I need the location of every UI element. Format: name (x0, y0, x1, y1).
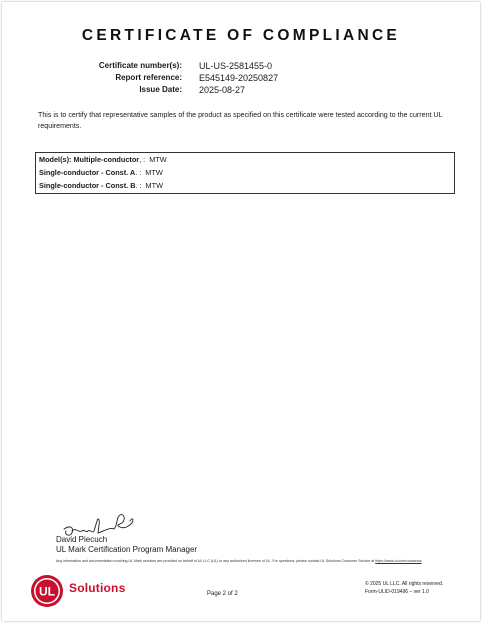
report-reference-value: E545149-20250827 (199, 73, 279, 83)
ul-logo-mark: UL (39, 584, 55, 599)
model-label: Single-conductor - Const. B (39, 181, 136, 190)
footer-legal (365, 581, 443, 596)
model-separator: : (139, 168, 142, 177)
report-reference-row (2, 72, 480, 84)
model-separator: : (139, 181, 142, 190)
model-suffix: , (139, 155, 142, 164)
model-value: MTW (145, 168, 163, 177)
page-number: Page 2 of 2 (207, 591, 238, 597)
signer-name: David Piecuch (56, 535, 108, 544)
model-value: MTW (149, 155, 167, 164)
model-suffix: . (135, 181, 138, 190)
model-suffix: . (135, 168, 138, 177)
copyright-text: © 2025 UL LLC. All rights reserved. (365, 581, 444, 587)
certificate-meta (2, 60, 480, 96)
model-value: MTW (145, 181, 163, 190)
certificate-number-label: Certificate number(s): (98, 61, 182, 70)
model-separator: : (143, 155, 146, 164)
models-table (35, 152, 455, 194)
certificate-title: CERTIFICATE OF COMPLIANCE (81, 27, 401, 44)
model-row (39, 168, 163, 178)
issue-date-value: 2025-08-27 (199, 85, 246, 95)
report-reference-label: Report reference: (115, 73, 182, 82)
certification-statement: This is to certify that representative samples of the product as specified on this certificate were tested according to the current UL requirements. (38, 111, 443, 130)
certificate-number-row (2, 60, 480, 72)
issue-date-row (2, 84, 480, 96)
certificate-page (2, 2, 480, 621)
model-row (39, 155, 167, 165)
disclaimer-text (56, 559, 454, 564)
disclaimer-body: Any information and documentation involving UL Mark services are provided on behalf of UL LLC (UL) or any authorized licensee of UL. For questions, please contact UL Solutions Customer Service at (56, 559, 375, 563)
certificate-number-value: UL-US-2581455-0 (199, 61, 273, 71)
signer-title: UL Mark Certification Program Manager (56, 545, 198, 554)
logo-wordmark: Solutions (69, 581, 126, 595)
model-label: Single-conductor - Const. A (39, 168, 136, 177)
issue-date-label: Issue Date: (139, 85, 182, 94)
model-label: Model(s): Multiple-conductor (39, 155, 140, 164)
contact-link[interactable]: https://www.ul.com/contactus (375, 559, 422, 563)
model-row (39, 181, 163, 191)
form-id: Form-ULID-019496 – ver 1.0 (365, 588, 429, 595)
ul-logo-icon (27, 571, 67, 611)
disclaimer-end: . (421, 559, 423, 563)
